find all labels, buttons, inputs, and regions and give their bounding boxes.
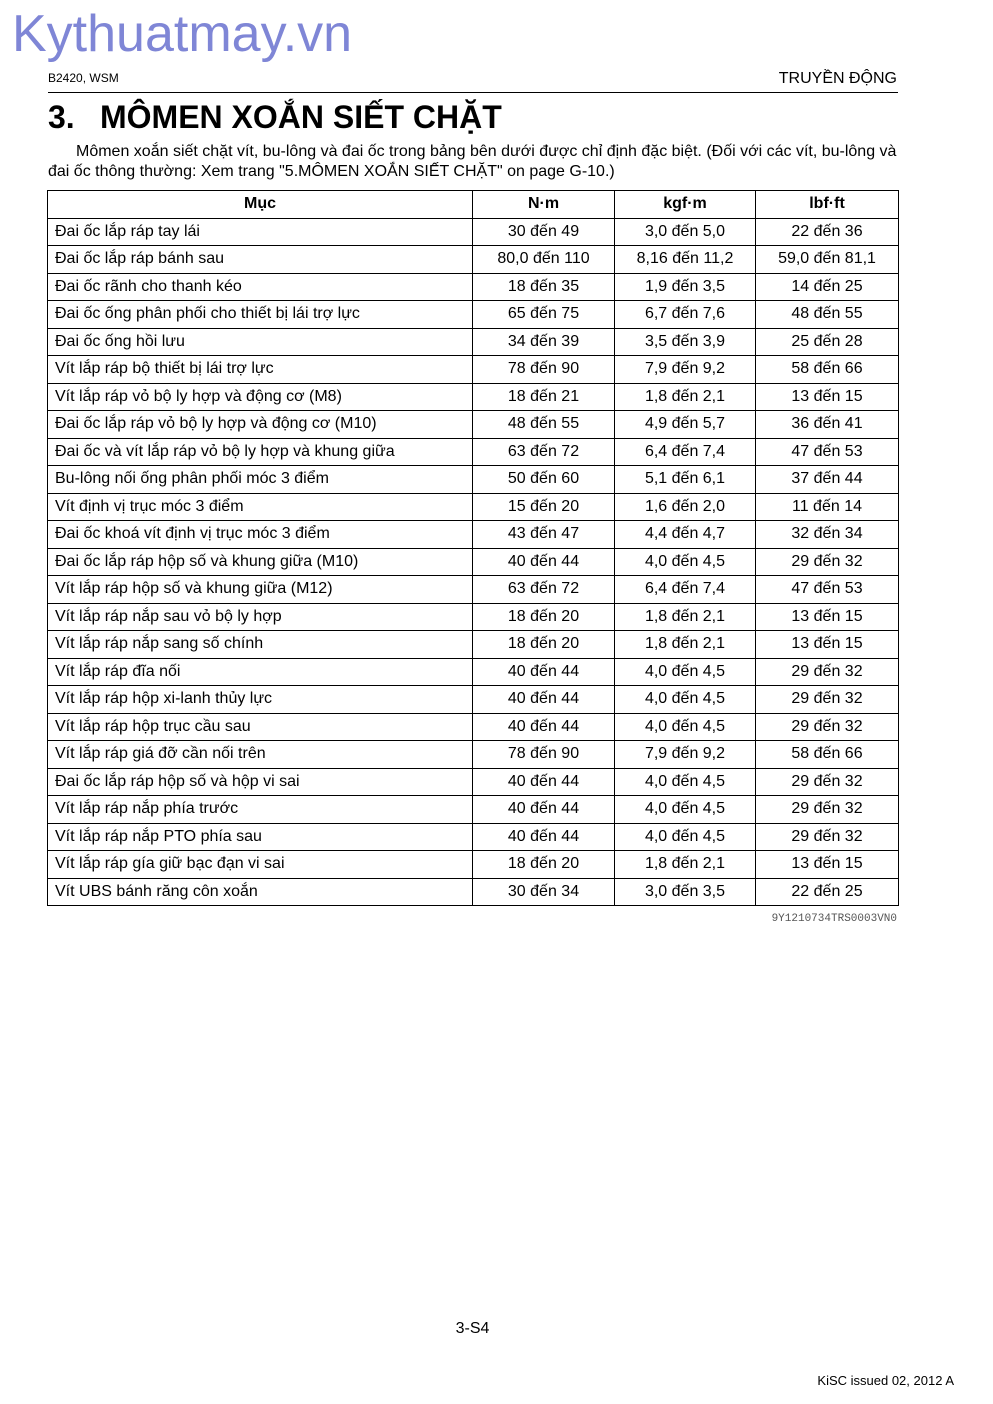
cell-lbfft: 29 đến 32 [756,686,899,714]
cell-nm: 78 đến 90 [473,356,615,384]
section-number: 3. [48,99,75,135]
cell-kgfm: 3,5 đến 3,9 [615,328,756,356]
cell-lbfft: 22 đến 36 [756,218,899,246]
cell-nm: 34 đến 39 [473,328,615,356]
cell-lbfft: 29 đến 32 [756,658,899,686]
cell-item: Đai ốc lắp ráp hộp số và hộp vi sai [48,768,473,796]
cell-nm: 65 đến 75 [473,301,615,329]
cell-nm: 40 đến 44 [473,796,615,824]
page-number: 3-S4 [455,1320,490,1337]
cell-nm: 18 đến 20 [473,851,615,879]
header-divider [48,92,898,93]
cell-item: Đai ốc lắp ráp hộp số và khung giữa (M10) [48,548,473,576]
watermark-logo: Kythuatmay.vn [12,5,353,63]
cell-kgfm: 6,7 đến 7,6 [615,301,756,329]
table-row [48,851,899,879]
table-row [48,438,899,466]
cell-lbfft: 13 đến 15 [756,383,899,411]
cell-item: Vít lắp ráp vỏ bộ ly hợp và động cơ (M8) [48,383,473,411]
table-row [48,273,899,301]
cell-nm: 40 đến 44 [473,823,615,851]
cell-kgfm: 4,0 đến 4,5 [615,713,756,741]
cell-item: Bu-lông nối ống phân phối móc 3 điểm [48,466,473,494]
cell-item: Vít lắp ráp nắp phía trước [48,796,473,824]
table-row [48,713,899,741]
column-header-kgfm: kgf·m [615,191,756,219]
table-row [48,466,899,494]
cell-item: Vít định vị trục móc 3 điểm [48,493,473,521]
cell-nm: 63 đến 72 [473,576,615,604]
cell-lbfft: 29 đến 32 [756,768,899,796]
table-row [48,768,899,796]
cell-lbfft: 29 đến 32 [756,548,899,576]
cell-kgfm: 5,1 đến 6,1 [615,466,756,494]
cell-item: Đai ốc lắp ráp vỏ bộ ly hợp và động cơ (M10) [48,411,473,439]
header-chapter: TRUYỀN ĐỘNG [778,70,897,87]
cell-lbfft: 22 đến 25 [756,878,899,906]
cell-item: Vít lắp ráp hộp xi-lanh thủy lực [48,686,473,714]
cell-kgfm: 4,4 đến 4,7 [615,521,756,549]
intro-paragraph: Mômen xoắn siết chặt vít, bu-lông và đai ốc trong bảng bên dưới được chỉ định đặc biệt. (Đối với các vít, bu-lông và đai ốc thông thường: Xem trang "5.MÔMEN XOẮN SIẾT CHẶT" on page G-10.) [48,143,897,180]
cell-item: Vít UBS bánh răng côn xoắn [48,878,473,906]
cell-lbfft: 29 đến 32 [756,713,899,741]
cell-kgfm: 6,4 đến 7,4 [615,438,756,466]
cell-kgfm: 1,8 đến 2,1 [615,631,756,659]
cell-item: Vít lắp ráp đĩa nối [48,658,473,686]
cell-nm: 40 đến 44 [473,768,615,796]
cell-nm: 18 đến 20 [473,631,615,659]
cell-nm: 48 đến 55 [473,411,615,439]
table-row [48,356,899,384]
cell-kgfm: 4,0 đến 4,5 [615,686,756,714]
section-title [48,97,502,137]
table-row [48,603,899,631]
column-header-item: Mục [48,191,473,219]
cell-nm: 40 đến 44 [473,686,615,714]
table-header-row [48,191,899,219]
cell-lbfft: 32 đến 34 [756,521,899,549]
cell-kgfm: 4,0 đến 4,5 [615,768,756,796]
table-row [48,383,899,411]
table-row [48,878,899,906]
cell-kgfm: 1,8 đến 2,1 [615,603,756,631]
cell-item: Vít lắp ráp hộp số và khung giữa (M12) [48,576,473,604]
cell-item: Vít lắp ráp giá đỡ cần nối trên [48,741,473,769]
table-row [48,548,899,576]
cell-nm: 78 đến 90 [473,741,615,769]
cell-nm: 50 đến 60 [473,466,615,494]
cell-lbfft: 29 đến 32 [756,796,899,824]
cell-lbfft: 58 đến 66 [756,741,899,769]
cell-kgfm: 1,8 đến 2,1 [615,851,756,879]
cell-item: Đai ốc rãnh cho thanh kéo [48,273,473,301]
cell-lbfft: 29 đến 32 [756,823,899,851]
cell-nm: 18 đến 35 [473,273,615,301]
cell-kgfm: 1,9 đến 3,5 [615,273,756,301]
table-row [48,741,899,769]
cell-kgfm: 3,0 đến 5,0 [615,218,756,246]
cell-kgfm: 7,9 đến 9,2 [615,356,756,384]
cell-nm: 40 đến 44 [473,713,615,741]
cell-kgfm: 1,6 đến 2,0 [615,493,756,521]
document-code: 9Y1210734TRS0003VN0 [771,913,897,925]
table-row [48,246,899,274]
cell-nm: 15 đến 20 [473,493,615,521]
cell-item: Đai ốc ống hồi lưu [48,328,473,356]
cell-lbfft: 14 đến 25 [756,273,899,301]
cell-kgfm: 4,0 đến 4,5 [615,658,756,686]
cell-nm: 43 đến 47 [473,521,615,549]
cell-item: Đai ốc khoá vít định vị trục móc 3 điểm [48,521,473,549]
cell-lbfft: 37 đến 44 [756,466,899,494]
cell-kgfm: 1,8 đến 2,1 [615,383,756,411]
cell-item: Vít lắp ráp nắp PTO phía sau [48,823,473,851]
cell-kgfm: 4,9 đến 5,7 [615,411,756,439]
cell-item: Vít lắp ráp nắp sau vỏ bộ ly hợp [48,603,473,631]
table-row [48,411,899,439]
torque-table [47,190,899,906]
table-row [48,301,899,329]
cell-item: Vít lắp ráp bộ thiết bị lái trợ lực [48,356,473,384]
cell-lbfft: 11 đến 14 [756,493,899,521]
cell-lbfft: 13 đến 15 [756,851,899,879]
cell-lbfft: 58 đến 66 [756,356,899,384]
cell-item: Đai ốc lắp ráp bánh sau [48,246,473,274]
cell-item: Đai ốc ống phân phối cho thiết bị lái trợ lực [48,301,473,329]
cell-nm: 40 đến 44 [473,658,615,686]
footer-issued: KiSC issued 02, 2012 A [817,1373,954,1388]
table-row [48,823,899,851]
column-header-lbfft: lbf·ft [756,191,899,219]
cell-item: Vít lắp ráp gía giữ bạc đạn vi sai [48,851,473,879]
cell-item: Vít lắp ráp hộp trục cầu sau [48,713,473,741]
cell-lbfft: 13 đến 15 [756,631,899,659]
cell-lbfft: 47 đến 53 [756,438,899,466]
cell-nm: 40 đến 44 [473,548,615,576]
cell-lbfft: 36 đến 41 [756,411,899,439]
table-row [48,576,899,604]
cell-item: Đai ốc và vít lắp ráp vỏ bộ ly hợp và khung giữa [48,438,473,466]
section-title-text: MÔMEN XOẮN SIẾT CHẶT [100,99,502,135]
cell-kgfm: 3,0 đến 3,5 [615,878,756,906]
cell-kgfm: 6,4 đến 7,4 [615,576,756,604]
table-row [48,631,899,659]
table-row [48,218,899,246]
column-header-nm: N·m [473,191,615,219]
cell-item: Vít lắp ráp nắp sang số chính [48,631,473,659]
cell-nm: 30 đến 49 [473,218,615,246]
cell-kgfm: 4,0 đến 4,5 [615,548,756,576]
table-body [48,218,899,906]
cell-nm: 63 đến 72 [473,438,615,466]
cell-item: Đai ốc lắp ráp tay lái [48,218,473,246]
header-model: B2420, WSM [48,71,119,85]
cell-lbfft: 25 đến 28 [756,328,899,356]
table-row [48,328,899,356]
cell-lbfft: 47 đến 53 [756,576,899,604]
cell-nm: 18 đến 20 [473,603,615,631]
cell-lbfft: 59,0 đến 81,1 [756,246,899,274]
cell-nm: 30 đến 34 [473,878,615,906]
cell-kgfm: 4,0 đến 4,5 [615,796,756,824]
cell-kgfm: 4,0 đến 4,5 [615,823,756,851]
cell-nm: 18 đến 21 [473,383,615,411]
cell-lbfft: 13 đến 15 [756,603,899,631]
cell-kgfm: 8,16 đến 11,2 [615,246,756,274]
cell-kgfm: 7,9 đến 9,2 [615,741,756,769]
table-row [48,796,899,824]
cell-lbfft: 48 đến 55 [756,301,899,329]
table-row [48,521,899,549]
table-row [48,686,899,714]
table-row [48,493,899,521]
table-row [48,658,899,686]
cell-nm: 80,0 đến 110 [473,246,615,274]
